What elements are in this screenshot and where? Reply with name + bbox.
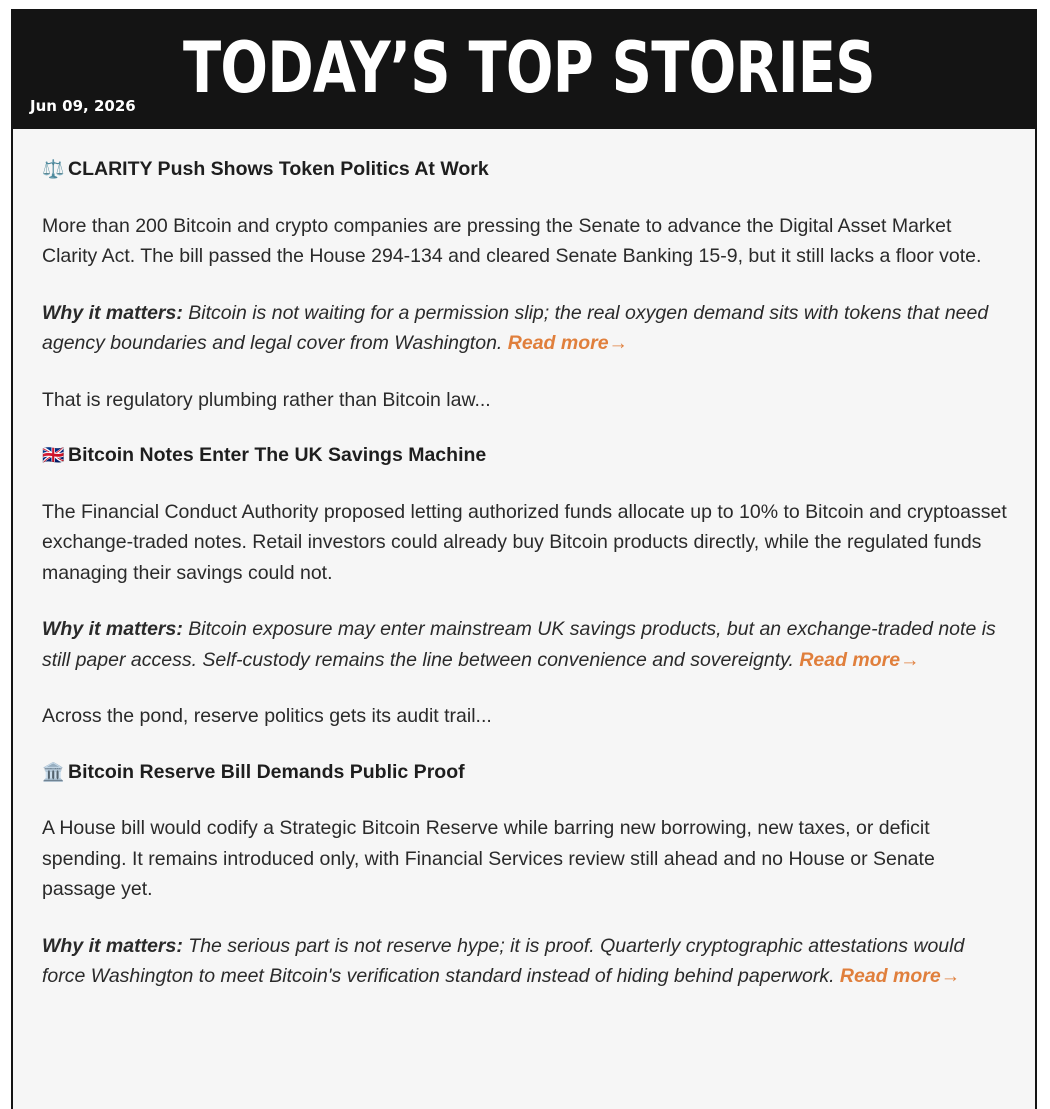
why-it-matters [42,298,1012,359]
issue-date: Jun 09, 2026 [30,97,136,115]
why-it-matters-text: Bitcoin is not waiting for a permission slip; the real oxygen demand sits with tokens that need agency boundaries and legal cover from Washington. [42,301,989,354]
uk-flag-icon: 🇬🇧 [42,445,65,466]
read-more-link[interactable]: Read more→ [799,648,920,671]
story-body: A House bill would codify a Strategic Bitcoin Reserve while barring new borrowing, new taxes, or deficit spending. It remains introduced only, with Financial Services review still ahead and no House or Senate passage yet. [42,817,935,900]
newsletter-header [13,9,1035,129]
story-title-text: Bitcoin Notes Enter The UK Savings Machine [68,444,487,466]
story-title [42,154,1012,185]
story-segue: That is regulatory plumbing rather than Bitcoin law... [42,388,491,411]
read-more-link[interactable]: Read more→ [507,332,629,354]
story-title-text: Bitcoin Reserve Bill Demands Public Proof [68,760,465,783]
page-title: TODAY’S TOP STORIES [183,27,875,109]
why-it-matters-label: Why it matters: [42,618,183,640]
story-title-text: CLARITY Push Shows Token Politics At Work [68,158,489,180]
why-it-matters [42,614,1012,675]
why-it-matters-text: The serious part is not reserve hype; it is proof. Quarterly cryptographic attestations would force Washington to meet Bitcoin's verification standard instead of hiding behind paperwork. [42,934,965,987]
stories-list [42,129,1012,992]
read-more-link[interactable]: Read more→ [839,965,961,987]
scales-icon: ⚖️ [42,159,65,180]
government-building-icon: 🏛️ [42,761,65,782]
why-it-matters-text: Bitcoin exposure may enter mainstream UK savings products, but an exchange-traded note is still paper access. Self-custody remains the line between convenience and sovereignty. [42,618,996,671]
newsletter-frame [11,9,1037,1109]
story-body: More than 200 Bitcoin and crypto companies are pressing the Senate to advance the Digital Asset Market Clarity Act. The bill passed the House 294-134 and cleared Senate Banking 15-9, but it still lacks a floor vote. [42,214,982,267]
story-title [42,757,1012,788]
story-title [42,440,1012,471]
why-it-matters [42,931,1012,992]
why-it-matters-label: Why it matters: [42,301,183,324]
why-it-matters-label: Why it matters: [42,934,183,957]
story-body: The Financial Conduct Authority proposed letting authorized funds allocate up to 10% to Bitcoin and cryptoasset exchange-traded notes. Retail investors could already buy Bitcoin products directly, while the regulated funds managing their savings could not. [42,500,1007,584]
story-segue: Across the pond, reserve politics gets its audit trail... [42,705,492,727]
